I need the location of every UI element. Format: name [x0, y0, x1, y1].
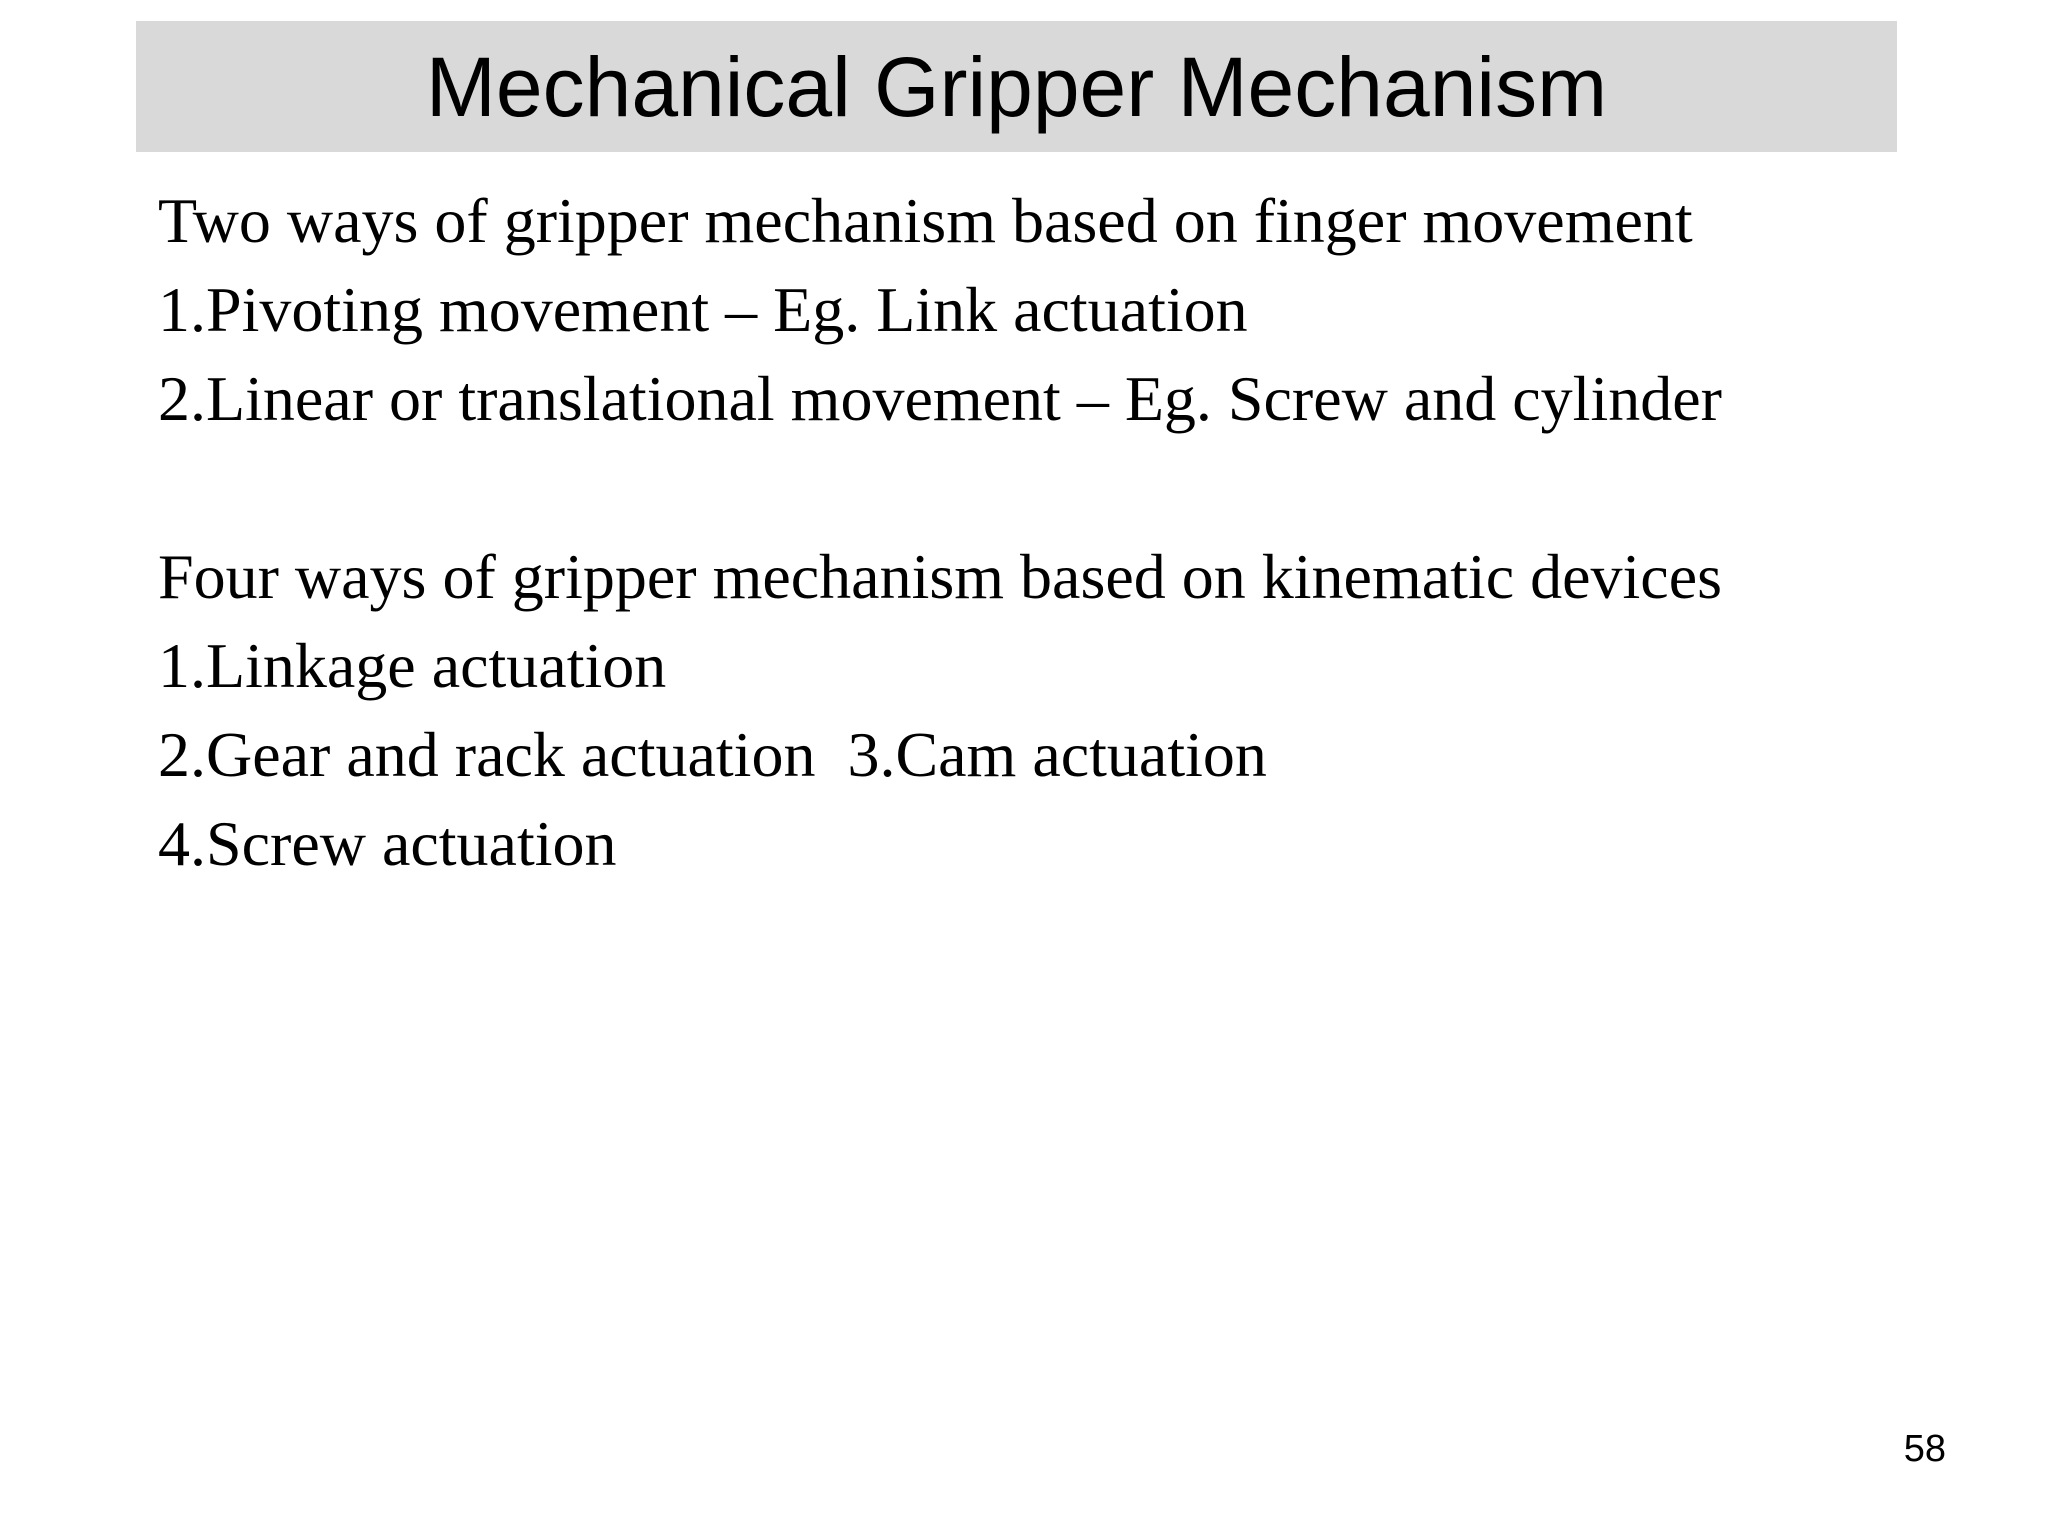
section-1-item-2: 2.Linear or translational movement – Eg. Screw and cylinder: [158, 363, 1722, 434]
section-2-item-1: 1.Linkage actuation: [158, 630, 667, 701]
section-2-item-3: 4.Screw actuation: [158, 808, 617, 879]
title-bar: [136, 21, 1897, 152]
slide-body: [158, 176, 1998, 888]
section-1-heading: Two ways of gripper mechanism based on finger movement: [158, 185, 1693, 256]
section-2-heading: Four ways of gripper mechanism based on kinematic devices: [158, 541, 1722, 612]
page-number: 58: [1903, 1428, 1946, 1470]
section-1-item-1: 1.Pivoting movement – Eg. Link actuation: [158, 274, 1248, 345]
section-spacer: [158, 443, 1998, 532]
section-2-item-2: 2.Gear and rack actuation 3.Cam actuation: [158, 719, 1267, 790]
slide-title: Mechanical Gripper Mechanism: [425, 39, 1608, 134]
